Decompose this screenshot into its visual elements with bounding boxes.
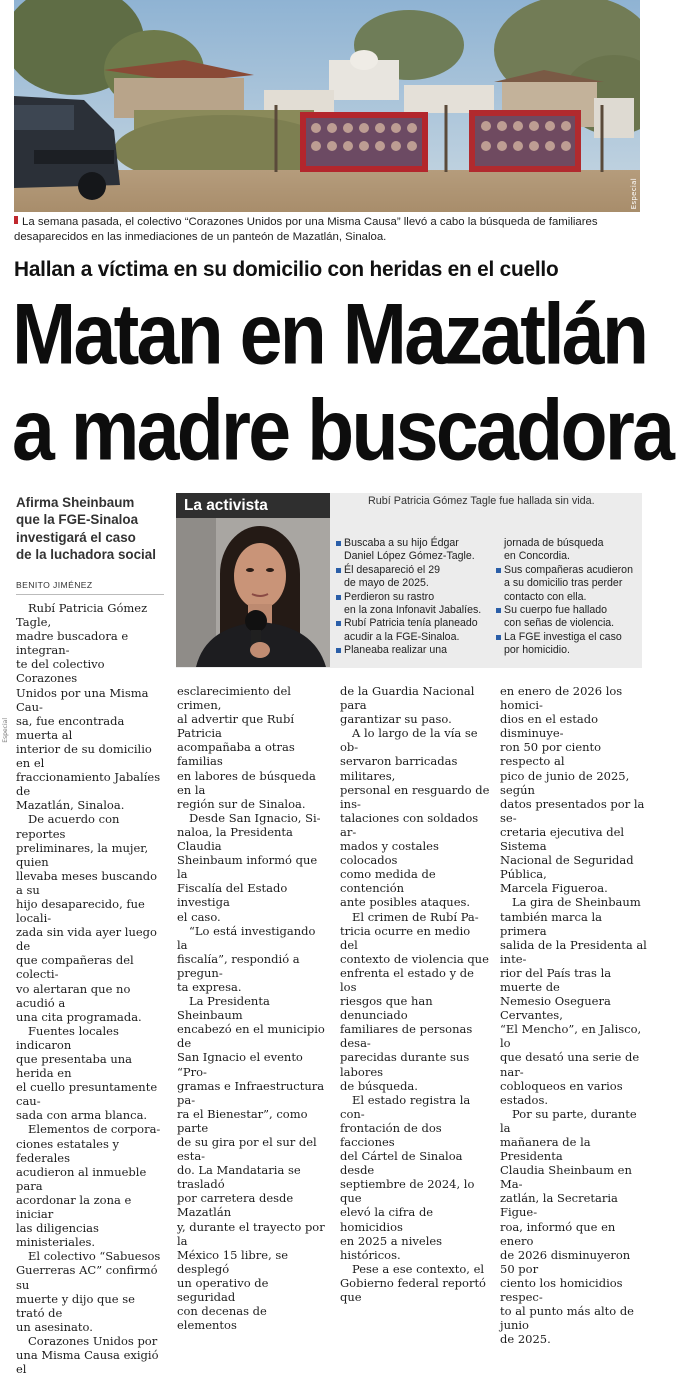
text-line: Sheinbaum informó que la [177,853,318,882]
text-line: frontación de dos facciones [340,1120,442,1149]
text-line: enfrenta el estado y de los [340,965,474,994]
text-line: con decenas de elementos [177,1304,267,1333]
text-line: acudieron al inmueble para [16,1164,147,1193]
text-line: ta expresa. [177,979,242,994]
text-line: llevaba meses buscando a su [16,868,158,897]
byline: BENITO JIMÉNEZ [16,580,93,590]
text-line: de la Guardia Nacional para [340,684,475,713]
text-line: ra el Bienestar”, como parte [177,1106,308,1135]
text-line: Marcela Figueroa. [500,881,608,896]
text-line: Rubí Patricia Gómez Tagle, [16,601,148,630]
list-item: Planeaba realizar una [336,644,484,657]
list-item: Rubí Patricia tenía planeado acudir a la FGE-Sinaloa. [336,617,484,644]
text-line: zatlán, la Secretaria Figue- [500,1191,618,1220]
text-line: México 15 libre, se desplegó [177,1247,289,1276]
text-line: Mazatlán, Sinaloa. [16,798,125,813]
list-item: Buscaba a su hijo Édgar Daniel López Gómez-Tagle. [336,537,484,564]
list-item: Perdieron su rastro en la zona Infonavit Jabalíes. [336,591,484,618]
text-line: Unidos por una Misma Cau- [16,685,149,714]
article-column-2 [177,684,327,1332]
text-line: personal en resguardo de ins- [340,782,490,811]
activist-box-label: La activista [176,493,330,518]
activist-portrait-image [176,518,330,667]
text-line: te del colectivo Corazones [16,657,105,686]
text-line: dios en el estado disminuye- [500,712,598,741]
text-line: Claudia Sheinbaum en Ma- [500,1163,632,1192]
text-line: de 2026 disminuyeron 50 por [500,1247,631,1276]
text-line: zada sin vida ayer luego de [16,925,157,954]
caption-marker [14,216,18,224]
side-credit: Especial [2,718,9,743]
article-paragraph [16,601,164,812]
activist-facts-left [336,537,484,658]
text-line: La Presidenta Sheinbaum [177,994,270,1023]
article-paragraph [16,1024,164,1123]
text-line: naloa, la Presidenta Claudia [177,824,293,854]
cemetery-search-photo [14,0,640,212]
text-line: Nemesio Oseguera Cervantes, [500,994,611,1023]
article-paragraph [340,726,490,909]
text-line: también marca la primera [500,909,603,938]
text-line: La gira de Sheinbaum [512,895,641,910]
text-line: fraccionamiento Jabalíes de [16,770,161,799]
text-line: una Misma Causa exigió el [16,1347,159,1376]
article-paragraph [16,1249,164,1334]
article-paragraph [500,684,648,895]
text-line: ron 50 por ciento respecto al [500,740,602,769]
text-line: Nacional de Seguridad Pública, [500,853,634,882]
text-line: to al punto más alto de junio [500,1304,634,1333]
text-line: ciento los homicidios respec- [500,1275,623,1305]
text-line: Fiscalía del Estado investiga [177,881,288,910]
text-line: salida de la Presidenta al inte- [500,937,647,966]
text-line: un operativo de seguridad [177,1275,269,1305]
text-line: de 2025. [500,1332,551,1347]
bullet-square-icon [496,568,501,573]
article-column-1 [16,601,164,1376]
text-line: parecidas durante sus labores [340,1050,470,1079]
text-line: madre buscadora e integran- [16,629,129,658]
text-line: septiembre de 2024, lo que [340,1177,475,1206]
article-paragraph [340,910,490,1093]
article-column-4 [500,684,648,1346]
article-paragraph [177,924,327,994]
text-line: mañanera de la Presidenta [500,1135,591,1164]
bullet-square-icon [336,568,341,573]
text-line: elevó la cifra de homicidios [340,1205,434,1234]
text-line: Desde San Ignacio, Si- [189,810,321,825]
text-line: que desató una serie de nar- [500,1050,640,1079]
text-line: de su gira por el sur del esta- [177,1135,317,1164]
text-line: un asesinato. [16,1319,93,1334]
activist-photo-caption: Rubí Patricia Gómez Tagle fue hallada sin vida. [368,495,595,507]
text-line: San Ignacio el evento “Pro- [177,1050,303,1079]
text-line: Por su parte, durante la [500,1106,637,1135]
text-line: encabezó en el municipio de [177,1022,325,1051]
text-line: al advertir que Rubí Patricia [177,712,294,741]
article-paragraph [500,1107,648,1347]
activist-portrait [176,518,330,667]
text-line: Guerreras AC” confirmó su [16,1263,158,1292]
article-paragraph [340,684,490,726]
text-line: vo alertaran que no acudió a [16,981,131,1010]
text-line: esclarecimiento del crimen, [177,684,291,713]
text-line: contexto de violencia que [340,951,489,966]
text-line: do. La Mandataria se trasladó [177,1163,301,1192]
text-line: gramas e Infraestructura pa- [177,1078,325,1107]
bullet-square-icon [496,608,501,613]
text-line: como medida de contención [340,867,436,896]
article-paragraph [16,812,164,1023]
text-line: El crimen de Rubí Pa- [352,909,479,924]
bullet-square-icon [336,595,341,600]
text-line: “Lo está investigando la [177,923,316,952]
text-line: en labores de búsqueda en la [177,768,316,797]
article-paragraph [177,811,327,924]
text-line: en enero de 2026 los homici- [500,684,623,713]
bullet-square-icon [336,648,341,653]
text-line: hijo desaparecido, fue locali- [16,896,145,926]
text-line: por carretera desde Mazatlán [177,1191,294,1220]
text-line: “El Mencho”, en Jalisco, lo [500,1022,642,1051]
photo-caption-text: La semana pasada, el colectivo “Corazones Unidos por una Misma Causa” llevó a cabo la búsqueda de familiares desaparecidos en las inmediaciones de un panteón de Mazatlán, Sinaloa. [14,216,598,243]
text-line: el cuello presuntamente cau- [16,1080,158,1109]
text-line: ante posibles ataques. [340,895,471,910]
list-item: Su cuerpo fue hallado con señas de violencia. [496,604,644,631]
text-line: A lo largo de la vía se ob- [340,726,478,755]
article-paragraph [340,1093,490,1262]
text-line: pico de junio de 2025, según [500,768,630,797]
news-photo [14,0,640,212]
text-line: muerte y dijo que se trató de [16,1291,135,1320]
article-paragraph [500,895,648,1106]
text-line: Corazones Unidos por [28,1333,158,1348]
article-column-3 [340,684,490,1304]
text-line: talaciones con soldados ar- [340,810,479,839]
headline-line-2: a madre buscadora [12,382,673,479]
text-line: ciones estatales y federales [16,1136,120,1165]
headline [12,286,673,479]
photo-credit: Especial [630,178,638,210]
divider [16,594,164,595]
text-line: Pese a ese contexto, el [352,1261,485,1276]
text-line: y, durante el trayecto por la [177,1219,325,1248]
text-line: del Cártel de Sinaloa desde [340,1149,463,1178]
text-line: cretaria ejecutiva del Sistema [500,824,625,854]
article-paragraph [16,1122,164,1249]
text-line: que presentaba una herida en [16,1052,133,1081]
text-line: Gobierno federal reportó que [340,1275,486,1305]
text-line: interior de su domicilio en el [16,741,152,771]
article-paragraph [340,1262,490,1304]
deck-line: investigará el caso [16,529,136,545]
text-line: riesgos que han denunciado [340,994,433,1023]
deck [16,494,166,564]
list-item: La FGE investiga el caso por homicidio. [496,631,644,658]
text-line: las diligencias ministeriales. [16,1221,99,1250]
text-line: De acuerdo con reportes [16,812,120,841]
text-line: Fuentes locales indicaron [16,1023,119,1052]
article-paragraph [16,1334,164,1376]
text-line: datos presentados por la se- [500,796,645,825]
list-item: Él desapareció el 29 de mayo de 2025. [336,564,484,591]
text-line: familiares de personas desa- [340,1022,473,1051]
text-line: tricia ocurre en medio del [340,923,471,952]
text-line: Elementos de corpora- [28,1122,161,1137]
text-line: El estado registra la con- [340,1092,471,1121]
photo-caption [14,215,642,245]
text-line: sa, fue encontrada muerta al [16,713,125,742]
text-line: fiscalía”, respondió a pregun- [177,951,300,980]
text-line: garantizar su paso. [340,712,452,727]
article-paragraph [177,684,327,811]
text-line: servaron barricadas militares, [340,754,458,783]
bullet-square-icon [496,635,501,640]
kicker: Hallan a víctima en su domicilio con heridas en el cuello [14,258,559,281]
text-line: El colectivo “Sabuesos [28,1249,161,1264]
bullet-square-icon [336,621,341,626]
text-line: cobloqueos en varios estados. [500,1078,623,1107]
text-line: en 2025 a niveles históricos. [340,1233,443,1262]
text-line: preliminares, la mujer, quien [16,840,149,869]
text-line: acompañaba a otras familias [177,740,295,769]
text-line: roa, informó que en enero [500,1219,616,1248]
headline-line-1: Matan en Mazatlán [12,286,647,383]
text-line: región sur de Sinaloa. [177,796,306,811]
text-line: el caso. [177,909,221,924]
deck-line: Afirma Sheinbaum [16,495,135,510]
text-line: de búsqueda. [340,1078,418,1093]
text-line: una cita programada. [16,1009,142,1024]
bullet-square-icon [336,541,341,546]
list-item: jornada de búsqueda en Concordia. [504,537,604,563]
text-line: acordonar la zona e iniciar [16,1192,132,1222]
article-paragraph [177,994,327,1332]
deck-line: de la luchadora social [16,547,156,563]
activist-facts-right [496,537,644,658]
list-item: Sus compañeras acudieron a su domicilio tras perder contacto con ella. [496,564,644,604]
text-line: rior del País tras la muerte de [500,965,612,994]
deck-line: que la FGE-Sinaloa [16,512,139,528]
text-line: sada con arma blanca. [16,1108,148,1123]
text-line: mados y costales colocados [340,839,439,868]
text-line: que compañeras del colecti- [16,953,134,982]
